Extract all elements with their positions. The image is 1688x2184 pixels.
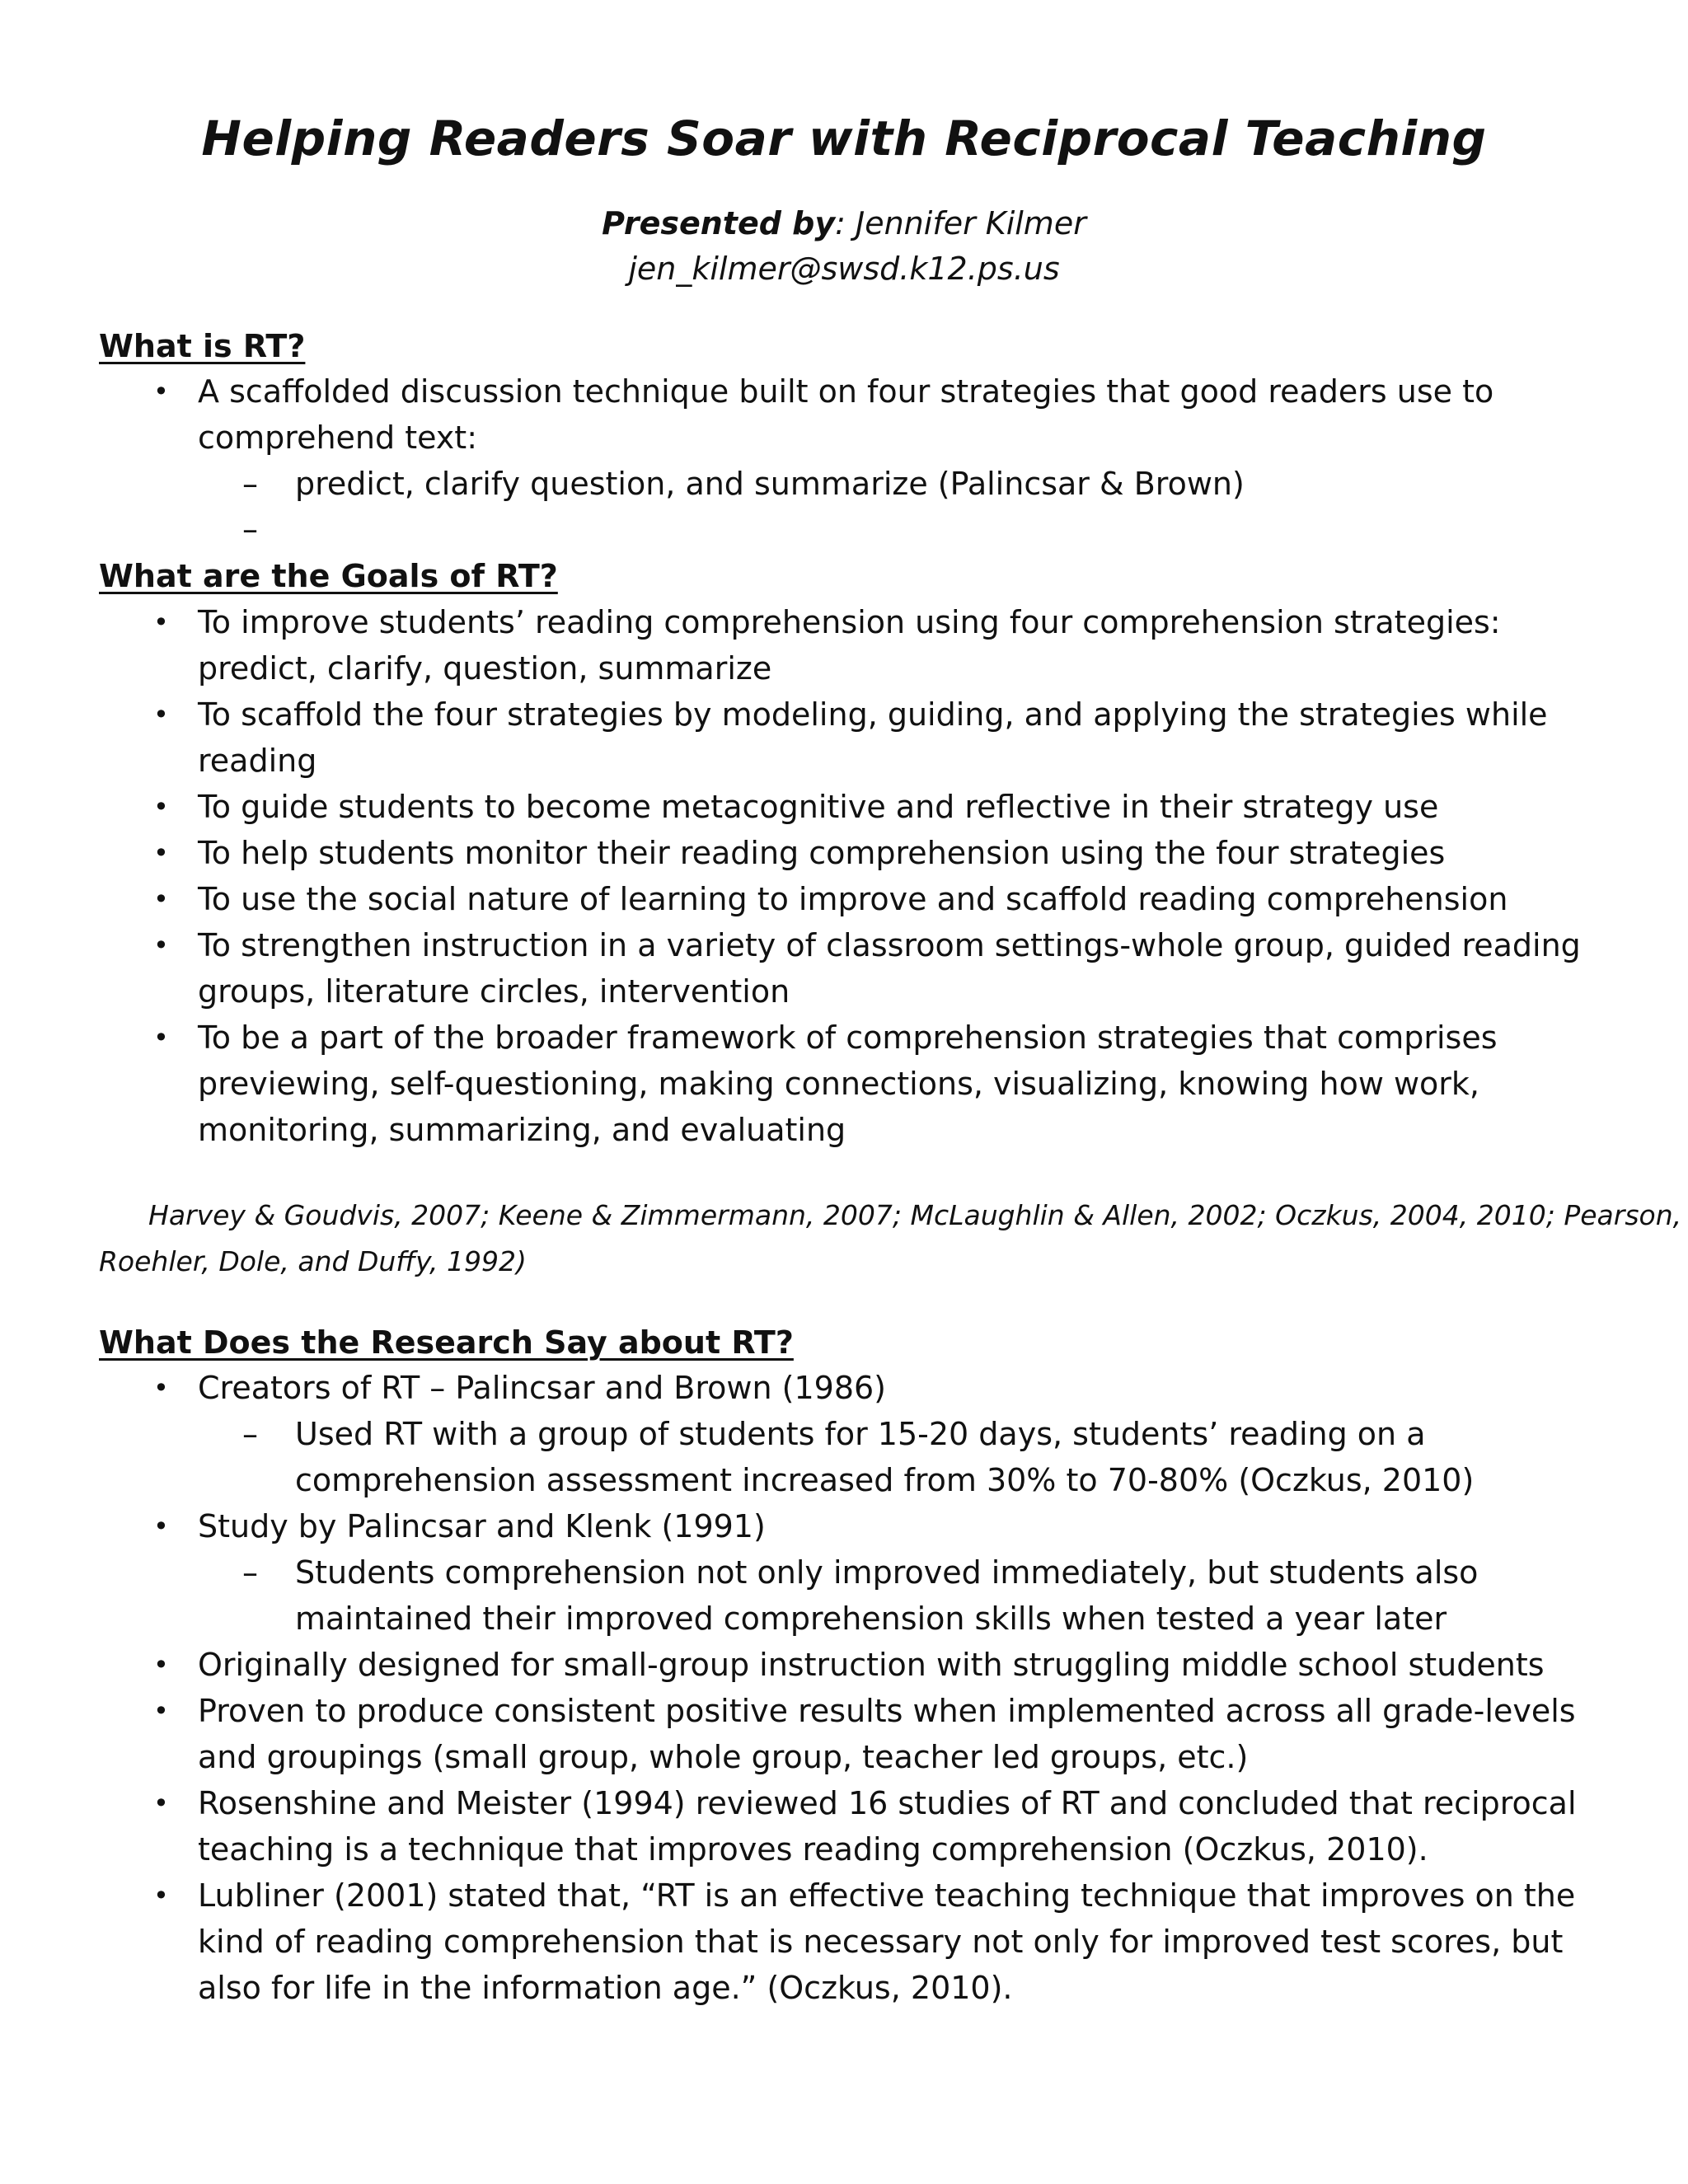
list-item-line: Creators of RT – Palincsar and Brown (1986): [198, 1370, 886, 1406]
bullet-glyph: •: [153, 699, 169, 730]
list-item: [198, 1642, 1566, 1688]
bullet-glyph: •: [153, 1511, 169, 1542]
list-item-line: To strengthen instruction in a variety of classroom settings-whole group, guided reading: [198, 927, 1581, 963]
list-item-line: kind of reading comprehension that is necessary not only for improved test scores, but: [198, 1924, 1564, 1960]
list-item-line: teaching is a technique that improves reading comprehension (Oczkus, 2010).: [198, 1831, 1428, 1868]
presenter-email: jen_kilmer@swsd.k12.ps.us: [628, 251, 1060, 287]
list-item-line: To use the social nature of learning to improve and scaffold reading comprehension: [198, 881, 1508, 917]
dash-glyph: –: [242, 511, 258, 547]
list-item-line: also for life in the information age.” (Oczkus, 2010).: [198, 1970, 1013, 2006]
bullet-glyph: •: [153, 930, 169, 961]
bullet-glyph: •: [153, 376, 169, 407]
document-title: Helping Readers Soar with Reciprocal Teaching: [201, 110, 1487, 166]
bullet-glyph: •: [153, 1788, 169, 1819]
list-item-line: comprehend text:: [198, 419, 477, 456]
list-item-line: To scaffold the four strategies by modeling, guiding, and applying the strategies while: [198, 696, 1548, 733]
section-heading-what-is-rt: What is RT?: [99, 328, 306, 364]
list-item: [198, 368, 1566, 461]
bullet-glyph: •: [153, 1695, 169, 1727]
list-item-line: reading: [198, 743, 317, 779]
list-item: [198, 1015, 1566, 1153]
list-item-line: To help students monitor their reading comprehension using the four strategies: [198, 835, 1446, 871]
sub-list-item-line: Students comprehension not only improved immediately, but students also: [295, 1554, 1479, 1591]
presenter-line: [0, 200, 1688, 246]
presenter-name: : Jennifer Kilmer: [835, 205, 1086, 241]
list-item-line: and groupings (small group, whole group, teacher led groups, etc.): [198, 1739, 1249, 1775]
list-item-line: monitoring, summarizing, and evaluating: [198, 1112, 846, 1148]
sub-list-item: [295, 1549, 1478, 1642]
citation-line: Roehler, Dole, and Duffy, 1992): [99, 1245, 527, 1277]
dash-glyph: –: [242, 466, 258, 502]
list-item-line: Lubliner (2001) stated that, “RT is an effective teaching technique that improves on the: [198, 1877, 1576, 1914]
bullet-glyph: •: [153, 607, 169, 638]
bullet-glyph: •: [153, 791, 169, 823]
sub-list-item: [295, 1411, 1474, 1503]
list-item: [198, 599, 1566, 691]
citation-line: Harvey & Goudvis, 2007; Keene & Zimmermann, 2007; McLaughlin & Allen, 2002; Oczkus, 2004, 2010; Pearson,: [148, 1199, 1682, 1231]
list-item-line: To improve students’ reading comprehension using four comprehension strategies:: [198, 604, 1501, 640]
list-item-line: Study by Palincsar and Klenk (1991): [198, 1508, 766, 1544]
list-item: [198, 1688, 1576, 1780]
bullet-glyph: •: [153, 1022, 169, 1053]
dash-glyph: –: [242, 1416, 258, 1452]
dash-glyph: –: [242, 1554, 258, 1591]
list-item: [198, 830, 1566, 876]
list-item-line: To guide students to become metacognitive and reflective in their strategy use: [198, 789, 1439, 825]
list-item: [198, 691, 1566, 784]
list-item-line: Rosenshine and Meister (1994) reviewed 16 studies of RT and concluded that reciprocal: [198, 1785, 1577, 1821]
sub-list-item-line: Used RT with a group of students for 15-20 days, students’ reading on a: [295, 1416, 1426, 1452]
bullet-glyph: •: [153, 1880, 169, 1911]
list-item-line: To be a part of the broader framework of comprehension strategies that comprises: [198, 1019, 1498, 1056]
list-item-line: Proven to produce consistent positive results when implemented across all grade-levels: [198, 1693, 1576, 1729]
list-item-line: A scaffolded discussion technique built on four strategies that good readers use to: [198, 373, 1494, 410]
list-item: [198, 1872, 1576, 2011]
list-item: [198, 784, 1566, 830]
bullet-glyph: •: [153, 1372, 169, 1404]
sub-list-item-line: comprehension assessment increased from 30% to 70-80% (Oczkus, 2010): [295, 1462, 1475, 1498]
list-item: [198, 922, 1581, 1015]
bullet-glyph: •: [153, 883, 169, 915]
sub-list-item-line: maintained their improved comprehension skills when tested a year later: [295, 1601, 1447, 1637]
section-heading-goals: What are the Goals of RT?: [99, 558, 558, 594]
bullet-glyph: •: [153, 837, 169, 869]
bullet-glyph: •: [153, 1649, 169, 1680]
list-item: [198, 1365, 1566, 1411]
sub-list-item: predict, clarify question, and summarize (Palincsar & Brown): [295, 466, 1245, 502]
list-item-line: groups, literature circles, intervention: [198, 973, 790, 1010]
list-item: [198, 876, 1566, 922]
list-item: [198, 1503, 1566, 1549]
list-item-line: predict, clarify, question, summarize: [198, 650, 772, 687]
section-heading-research: What Does the Research Say about RT?: [99, 1324, 794, 1361]
presenter-label: Presented by: [602, 205, 836, 241]
list-item: [198, 1780, 1577, 1872]
list-item-line: previewing, self-questioning, making connections, visualizing, knowing how work,: [198, 1066, 1480, 1102]
list-item-line: Originally designed for small-group instruction with struggling middle school students: [198, 1647, 1545, 1683]
